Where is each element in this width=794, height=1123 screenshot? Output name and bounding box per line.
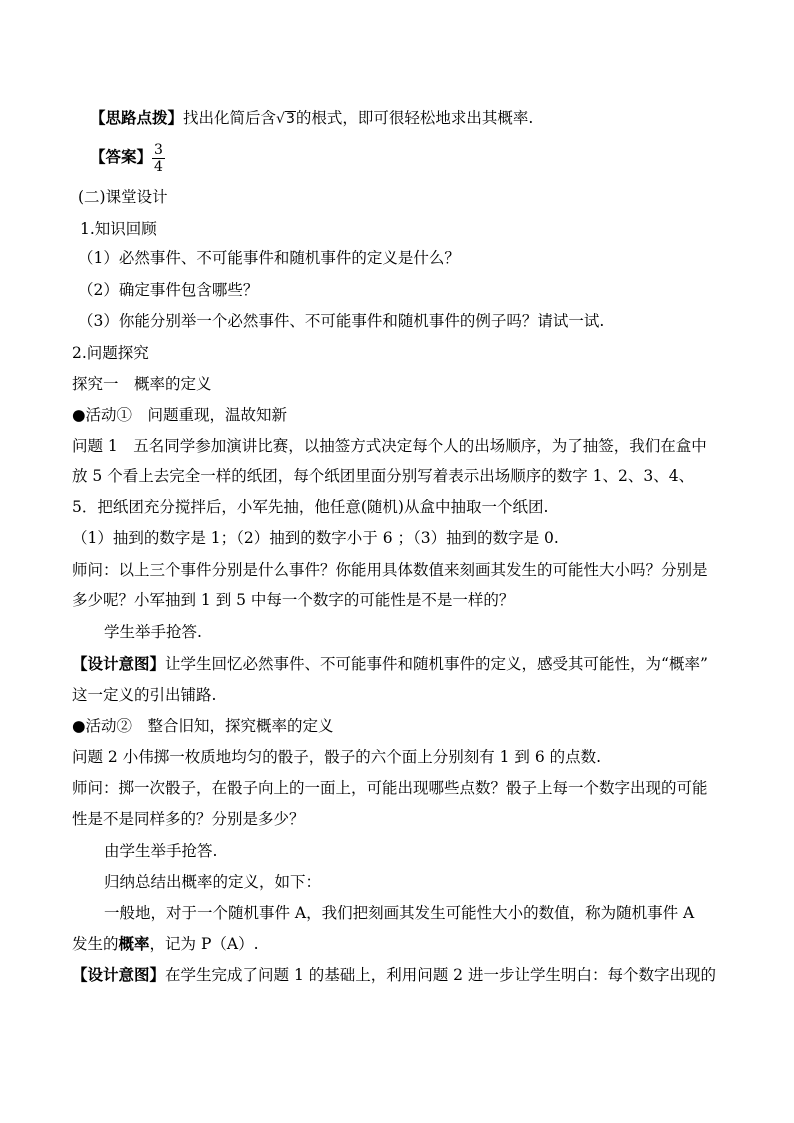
activity-title: ●活动① 问题重现，温故知新 [72,406,288,424]
subsection-heading: 1.知识回顾 [80,220,157,238]
design-intent-label: 【设计意图】 [72,965,166,984]
answer-label: 【答案】 [90,147,153,166]
hint-line [90,108,750,129]
answer-line [90,140,750,175]
design-intent-text: 在学生完成了问题 1 的基础上，利用问题 2 进一步让学生明白：每个数字出现的 [165,966,716,984]
teacher-question: 师问：掷一次骰子，在骰子向上的一面上，可能出现哪些点数？骰子上每一个数字出现的可能 [72,779,708,797]
subsection-heading: 2.问题探究 [72,344,149,362]
teacher-question: 性是不是同样多的？分别是多少？ [72,810,305,828]
design-intent-line [72,654,732,674]
problem-text: 放 5 个看上去完全一样的纸团，每个纸团里面分别写着表示出场顺序的数字 1、2、3、4、 [72,467,695,485]
design-intent-label: 【设计意图】 [72,654,166,673]
definition-post: ，记为 P（A）. [149,935,259,953]
design-intent-text: 这一定义的引出铺路. [72,686,217,704]
definition-term: 概率 [118,934,150,953]
fraction-numerator: 3 [154,141,163,158]
review-question-1: （1）必然事件、不可能事件和随机事件的定义是什么？ [78,249,460,267]
student-response: 由学生举手抢答. [104,842,218,860]
review-question-2: （2）确定事件包含哪些？ [78,281,259,299]
problem-text: 问题 1 五名同学参加演讲比赛，以抽签方式决定每个人的出场顺序，为了抽签，我们在盒中 [72,437,707,455]
problem-events: （1）抽到的数字是 1；（2）抽到的数字小于 6 ；（3）抽到的数字是 0. [72,529,559,547]
definition-text: 一般地，对于一个随机事件 A，我们把刻画其发生可能性大小的数值，称为随机事件 A [104,904,695,922]
problem-text: 问题 2 小伟掷一枚质地均匀的骰子，骰子的六个面上分别刻有 1 到 6 的点数. [72,748,602,766]
problem-text: 5．把纸团充分搅拌后，小军先抽，他任意(随机)从盒中抽取一个纸团. [72,498,549,516]
hint-text-pre: 找出化简后含 [183,109,277,127]
definition-pre: 发生的 [72,935,119,953]
design-intent-line [72,965,732,985]
radicand: 3 [285,111,295,127]
activity-title: ●活动② 整合旧知，探究概率的定义 [72,717,334,735]
definition-line [72,934,732,954]
section-heading: (二)课堂设计 [78,188,168,206]
sqrt-icon: √3 [276,111,295,127]
fraction-denominator: 4 [154,158,163,175]
design-intent-text: 让学生回忆必然事件、不可能事件和随机事件的定义，感受其可能性，为“概率” [165,655,708,673]
answer-fraction [152,142,165,175]
teacher-question: 师问：以上三个事件分别是什么事件？你能用具体数值来刻画其发生的可能性大小吗？分别是 [72,561,708,579]
student-response: 学生举手抢答. [104,623,202,641]
exploration-title: 探究一 概率的定义 [72,375,212,393]
teacher-question: 多少呢？小军抽到 1 到 5 中每一个数字的可能性是不是一样的？ [72,591,515,609]
hint-text-post: 的根式，即可很轻松地求出其概率. [295,109,534,127]
review-question-3: （3）你能分别举一个必然事件、不可能事件和随机事件的例子吗？请试一试. [78,312,605,330]
summary-text: 归纳总结出概率的定义，如下： [104,873,322,891]
hint-label: 【思路点拨】 [90,108,184,127]
